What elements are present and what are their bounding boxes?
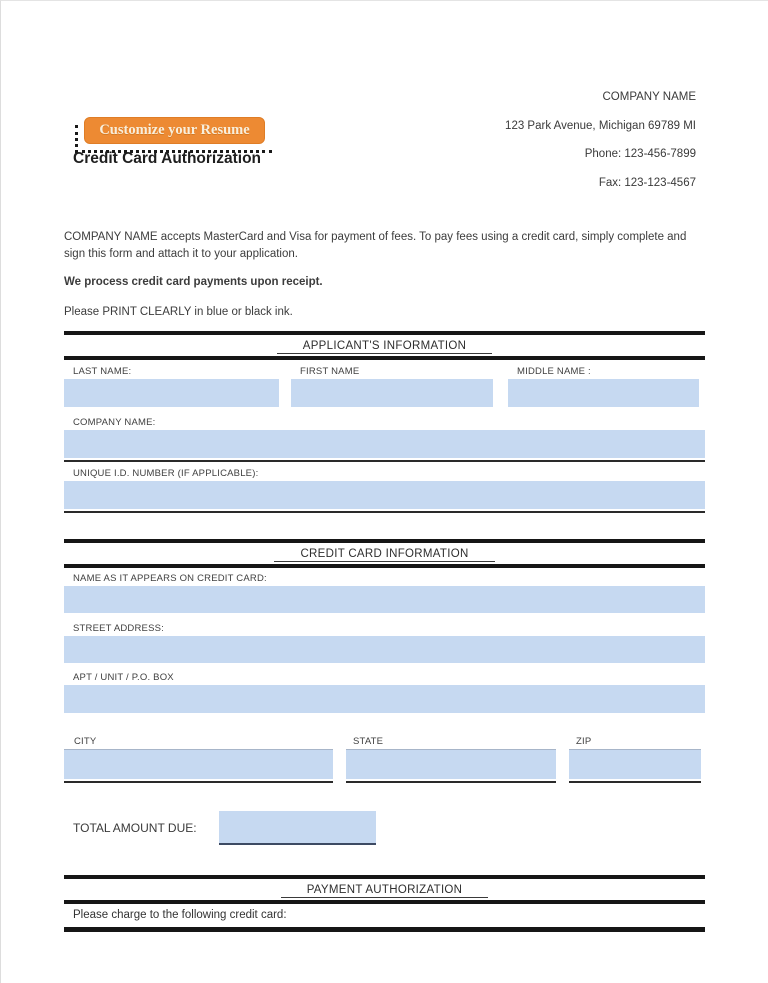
last-name-input[interactable] <box>64 379 279 407</box>
apt-unit-input[interactable] <box>64 685 705 713</box>
zip-field <box>569 735 701 783</box>
company-name: COMPANY NAME <box>602 91 696 103</box>
name-on-card-label: NAME AS IT APPEARS ON CREDIT CARD: <box>73 573 267 584</box>
company-name-field <box>64 416 705 458</box>
city-label: CITY <box>74 736 97 747</box>
last-name-label: LAST NAME: <box>73 366 132 377</box>
state-label: STATE <box>353 736 384 747</box>
middle-name-label: MIDDLE NAME : <box>517 366 591 377</box>
total-amount-due-row <box>64 811 705 845</box>
field-divider <box>64 511 705 513</box>
section-credit-card-information <box>64 539 705 845</box>
middle-name-input[interactable] <box>508 379 699 407</box>
company-phone: Phone: 123-456-7899 <box>584 148 696 160</box>
section-title: PAYMENT AUTHORIZATION <box>281 884 489 898</box>
city-state-zip-row <box>64 735 705 783</box>
unique-id-input[interactable] <box>64 481 705 509</box>
state-input[interactable] <box>346 749 556 779</box>
city-field <box>64 735 333 783</box>
section-divider <box>64 564 705 568</box>
section-title-row <box>64 543 705 564</box>
last-name-field <box>64 365 279 407</box>
field-divider <box>64 460 705 462</box>
section-title: CREDIT CARD INFORMATION <box>274 548 494 562</box>
city-input[interactable] <box>64 749 333 779</box>
company-address: 123 Park Avenue, Michigan 69789 MI <box>505 119 696 132</box>
company-contact-block <box>505 83 696 197</box>
zip-input[interactable] <box>569 749 701 779</box>
middle-name-field <box>508 365 699 407</box>
section-payment-authorization <box>64 875 705 932</box>
first-name-input[interactable] <box>291 379 493 407</box>
apt-unit-field <box>64 671 705 713</box>
intro-paragraph: COMPANY NAME accepts MasterCard and Visa for payment of fees. To pay fees using a credit card, simply complete and sign this form and attach it to your application. <box>64 231 687 260</box>
street-address-input[interactable] <box>64 636 705 663</box>
form-header <box>64 1 705 229</box>
section-title: APPLICANT'S INFORMATION <box>277 340 493 354</box>
state-field <box>346 735 556 783</box>
name-fields-row <box>64 365 705 407</box>
page-title: Credit Card Authorization <box>73 150 262 167</box>
section-applicant-information <box>64 331 705 513</box>
section-title-row <box>64 879 705 900</box>
section-title-row <box>64 335 705 356</box>
apt-unit-label: APT / UNIT / P.O. BOX <box>73 672 174 683</box>
total-amount-due-label: TOTAL AMOUNT DUE: <box>73 821 197 835</box>
zip-label: ZIP <box>576 736 592 747</box>
total-amount-due-input[interactable] <box>219 811 376 845</box>
section-divider <box>64 356 705 360</box>
section-divider <box>64 900 705 904</box>
street-address-field <box>64 622 705 663</box>
intro-paragraphs <box>64 229 705 320</box>
first-name-label: FIRST NAME <box>300 366 360 377</box>
payment-instruction: Please charge to the following credit card: <box>73 909 287 921</box>
company-name-input[interactable] <box>64 430 705 458</box>
form-content <box>64 1 705 932</box>
name-on-card-input[interactable] <box>64 586 705 613</box>
unique-id-label: UNIQUE I.D. NUMBER (IF APPLICABLE): <box>73 468 259 479</box>
company-fax: Fax: 123-123-4567 <box>598 176 696 189</box>
street-address-label: STREET ADDRESS: <box>73 623 164 634</box>
customize-resume-button[interactable]: Customize your Resume <box>84 117 265 144</box>
intro-bold-note: We process credit card payments upon receipt. <box>64 276 323 288</box>
first-name-field <box>291 365 493 407</box>
intro-print-note: Please PRINT CLEARLY in blue or black ink. <box>64 305 293 318</box>
company-name-label: COMPANY NAME: <box>73 417 156 428</box>
unique-id-field <box>64 467 705 509</box>
name-on-card-field <box>64 572 705 613</box>
section-bottom-bar <box>64 927 705 932</box>
